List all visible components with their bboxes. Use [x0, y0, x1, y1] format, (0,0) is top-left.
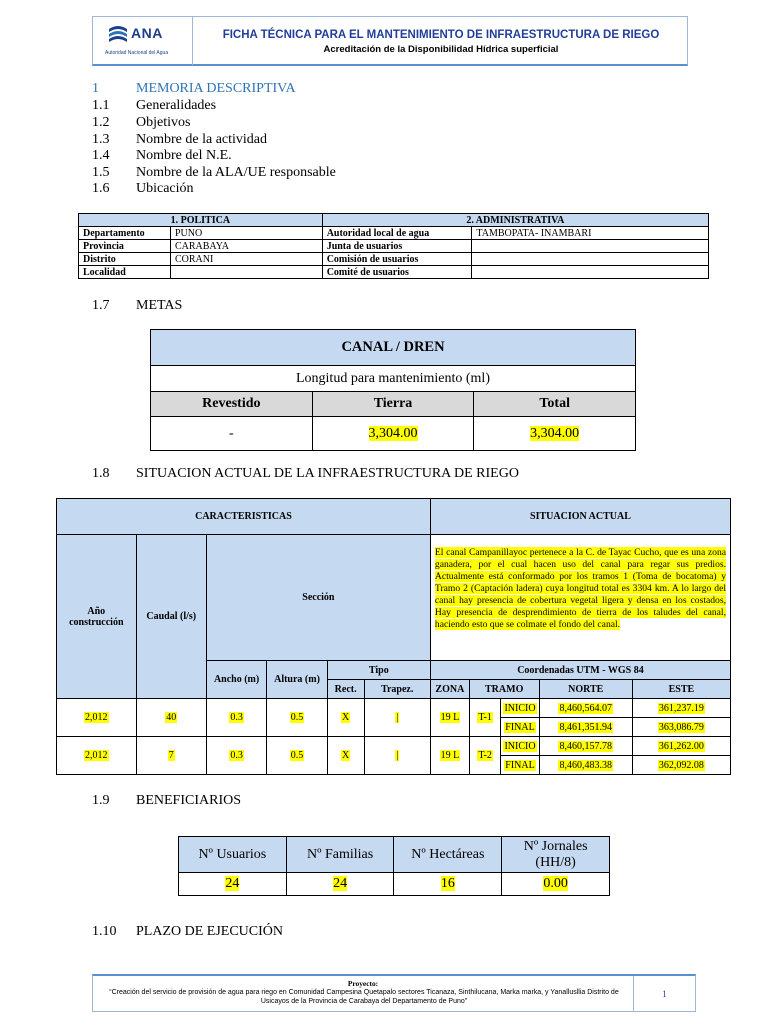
final-cell — [501, 718, 539, 737]
situacion-description — [430, 535, 730, 661]
anio-cell — [57, 737, 137, 775]
row-label: Distrito — [79, 253, 171, 266]
usuarios-cell — [179, 873, 287, 896]
ubicacion-table — [78, 213, 709, 279]
zona-value: 19 L — [440, 712, 460, 723]
section-number: 1.8 — [92, 466, 110, 481]
logo-subtitle: Autoridad Nacional del Agua — [105, 50, 169, 56]
section-number: 1.1 — [92, 98, 110, 113]
trapez-header: Trapez. — [364, 680, 430, 699]
este-cell — [632, 737, 730, 756]
inicio-label: INICIO — [504, 702, 536, 714]
table-row — [79, 266, 709, 279]
tramo-cell — [469, 699, 501, 737]
ancho-value: 0.3 — [230, 750, 243, 761]
section-number: 1.2 — [92, 115, 110, 130]
row-label: Localidad — [79, 266, 171, 279]
tipo-header: Tipo — [327, 661, 430, 680]
ancho-header: Ancho (m) — [206, 661, 266, 699]
final-label: FINAL — [505, 759, 535, 771]
rect-value: X — [342, 750, 350, 761]
trapez-cell — [364, 737, 430, 775]
row-label: Departamento — [79, 227, 171, 240]
section-number: 1.4 — [92, 148, 110, 163]
row-label: Junta de usuarios — [322, 240, 472, 253]
page-header — [92, 16, 688, 66]
metas-subtitle: Longitud para mantenimiento (ml) — [151, 366, 636, 392]
norte-cell — [539, 699, 632, 718]
proyecto-text: “Creación del servicio de provisión de agua para riego en Comunidad Campesina Quetapalo sectores Ticanaza, Sinthilucana, Marka marka, y Yanallusllia Distrito de Usicayos de la Provincia de Carabaya del Departamento de Puno” — [109, 989, 619, 1005]
logo — [93, 17, 193, 65]
section-beneficiarios — [92, 792, 241, 809]
rect-header: Rect. — [327, 680, 364, 699]
section-title: Objetivos — [136, 115, 191, 130]
norte-value: 8,460,483.38 — [559, 759, 612, 771]
table-row — [79, 253, 709, 266]
section-title: Ubicación — [136, 181, 194, 196]
zona-header: ZONA — [430, 680, 469, 699]
ancho-value: 0.3 — [230, 712, 243, 723]
este-cell — [632, 699, 730, 718]
col-hectareas: Nº Hectáreas — [394, 837, 502, 873]
section-number: 1.7 — [92, 298, 110, 313]
section-plazo — [92, 923, 283, 940]
este-value: 361,262.00 — [658, 740, 704, 752]
val-tierra-cell — [312, 417, 474, 451]
altura-value: 0.5 — [290, 750, 304, 761]
norte-value: 8,460,564.07 — [559, 702, 612, 714]
altura-cell — [267, 737, 327, 775]
zona-value: 19 L — [440, 750, 460, 761]
norte-value: 8,460,157.78 — [559, 740, 612, 752]
document-subtitle: Acreditación de la Disponibilidad Hídrica superficial — [323, 44, 559, 55]
metas-table — [150, 329, 636, 451]
col-total: Total — [474, 392, 636, 417]
row-value: TAMBOPATA- INAMBARI — [472, 227, 709, 240]
section-title: PLAZO DE EJECUCIÓN — [136, 924, 283, 939]
norte-value: 8,461,351.94 — [559, 721, 612, 733]
outline-item — [92, 164, 336, 181]
tramo-value: T-1 — [478, 712, 492, 723]
situacion-actual-header: SITUACION ACTUAL — [430, 499, 730, 535]
table-row — [57, 737, 731, 756]
page-number: 1 — [633, 976, 695, 1012]
rect-value: X — [342, 712, 350, 723]
section-title: Generalidades — [136, 98, 217, 113]
section-number: 1.10 — [92, 924, 117, 939]
row-value — [170, 266, 322, 279]
tramo-value: T-2 — [478, 750, 492, 761]
este-cell — [632, 718, 730, 737]
section-number: 1.9 — [92, 793, 110, 808]
caudal-header: Caudal (l/s) — [136, 535, 206, 699]
table-row — [79, 240, 709, 253]
section-title: Nombre del N.E. — [136, 148, 232, 163]
table-row — [79, 227, 709, 240]
anio-value: 2,012 — [85, 750, 108, 761]
row-value: CORANI — [170, 253, 322, 266]
coordenadas-header: Coordenadas UTM - WGS 84 — [430, 661, 730, 680]
val-total: 3,304.00 — [530, 425, 580, 441]
anio-value: 2,012 — [85, 712, 108, 723]
familias-cell — [286, 873, 394, 896]
outline-item — [92, 180, 194, 197]
logo-text: ANA — [131, 25, 163, 41]
norte-header: NORTE — [539, 680, 632, 699]
section-number: 1.5 — [92, 165, 110, 180]
outline-item — [92, 97, 216, 114]
val-revestido: - — [151, 417, 313, 451]
situacion-table — [56, 498, 731, 775]
outline-item — [92, 147, 232, 164]
altura-header: Altura (m) — [267, 661, 327, 699]
ancho-cell — [206, 699, 266, 737]
section-title: METAS — [136, 298, 183, 313]
final-label: FINAL — [505, 721, 535, 733]
inicio-cell — [501, 699, 539, 718]
table-row — [57, 699, 731, 718]
row-value: CARABAYA — [170, 240, 322, 253]
proyecto-label: Proyecto: — [347, 979, 379, 988]
page-footer — [92, 974, 696, 1012]
final-cell — [501, 756, 539, 775]
row-label: Comisión de usuarios — [322, 253, 472, 266]
row-label: Provincia — [79, 240, 171, 253]
beneficiarios-table — [178, 836, 610, 896]
administrativa-header: 2. ADMINISTRATIVA — [322, 214, 708, 227]
este-value: 363,086.79 — [658, 721, 704, 733]
anio-header: Año construcción — [57, 535, 137, 699]
row-value — [472, 266, 709, 279]
val-tierra: 3,304.00 — [368, 425, 418, 441]
ancho-cell — [206, 737, 266, 775]
metas-title: CANAL / DREN — [151, 330, 636, 366]
altura-cell — [267, 699, 327, 737]
section-situacion — [92, 465, 519, 482]
norte-cell — [539, 718, 632, 737]
hectareas-value: 16 — [440, 876, 455, 891]
section-memoria — [92, 80, 296, 97]
trapez-cell — [364, 699, 430, 737]
section-title: Nombre de la actividad — [136, 132, 268, 147]
section-metas — [92, 297, 182, 314]
caracteristicas-header: CARACTERISTICAS — [57, 499, 431, 535]
familias-value: 24 — [333, 876, 348, 891]
col-usuarios: Nº Usuarios — [179, 837, 287, 873]
section-title: Nombre de la ALA/UE responsable — [136, 165, 336, 180]
caudal-value: 7 — [168, 750, 174, 761]
section-number: 1 — [92, 81, 99, 96]
zona-cell — [430, 737, 469, 775]
section-title: BENEFICIARIOS — [136, 793, 242, 808]
caudal-cell — [136, 699, 206, 737]
outline-item — [92, 131, 267, 148]
trapez-value: | — [396, 750, 399, 761]
col-jornales: Nº Jornales (HH/8) — [502, 837, 610, 873]
val-total-cell — [474, 417, 636, 451]
este-value: 361,237.19 — [658, 702, 704, 714]
col-tierra: Tierra — [312, 392, 474, 417]
trapez-value: | — [396, 712, 399, 723]
este-value: 362,092.08 — [658, 759, 704, 771]
section-title: MEMORIA DESCRIPTIVA — [136, 81, 296, 96]
rect-cell — [327, 737, 364, 775]
zona-cell — [430, 699, 469, 737]
row-label: Comité de usuarios — [322, 266, 472, 279]
outline-item — [92, 114, 190, 131]
hectareas-cell — [394, 873, 502, 896]
politica-header: 1. POLITICA — [79, 214, 323, 227]
row-label: Autoridad local de agua — [322, 227, 472, 240]
norte-cell — [539, 756, 632, 775]
inicio-label: INICIO — [504, 740, 536, 752]
usuarios-value: 24 — [225, 876, 240, 891]
anio-cell — [57, 699, 137, 737]
jornales-value: 0.00 — [543, 876, 568, 891]
section-number: 1.3 — [92, 132, 110, 147]
este-cell — [632, 756, 730, 775]
ana-logo-icon — [107, 23, 129, 45]
row-value: PUNO — [170, 227, 322, 240]
col-revestido: Revestido — [151, 392, 313, 417]
row-value — [472, 240, 709, 253]
seccion-header: Sección — [206, 535, 430, 661]
este-header: ESTE — [632, 680, 730, 699]
tramo-cell — [469, 737, 501, 775]
col-familias: Nº Familias — [286, 837, 394, 873]
caudal-cell — [136, 737, 206, 775]
description-text: El canal Campanillayoc pertenece a la C. de Tayac Cucho, que es una zona ganadera, por el cual hacen uso del canal para regar sus predios. Actualmente está conformado por los tramos 1 (Toma de bocatoma) y Tramo 2 (Captación ladera) cuya longitud total es 3304 km. A lo largo del canal hay presencia de cobertura vegetal ligera y densa en los costados, Hay presencia de desprendimiento de tierra de los taludes del canal, haciendo esto que se colmate el fondo del canal. — [434, 547, 726, 630]
section-number: 1.6 — [92, 181, 110, 196]
tramo-header: TRAMO — [469, 680, 539, 699]
norte-cell — [539, 737, 632, 756]
rect-cell — [327, 699, 364, 737]
inicio-cell — [501, 737, 539, 756]
caudal-value: 40 — [166, 712, 177, 723]
row-value — [472, 253, 709, 266]
altura-value: 0.5 — [290, 712, 304, 723]
jornales-cell — [502, 873, 610, 896]
section-title: SITUACION ACTUAL DE LA INFRAESTRUCTURA DE RIEGO — [136, 466, 519, 481]
document-title: FICHA TÉCNICA PARA EL MANTENIMIENTO DE INFRAESTRUCTURA DE RIEGO — [222, 29, 660, 41]
